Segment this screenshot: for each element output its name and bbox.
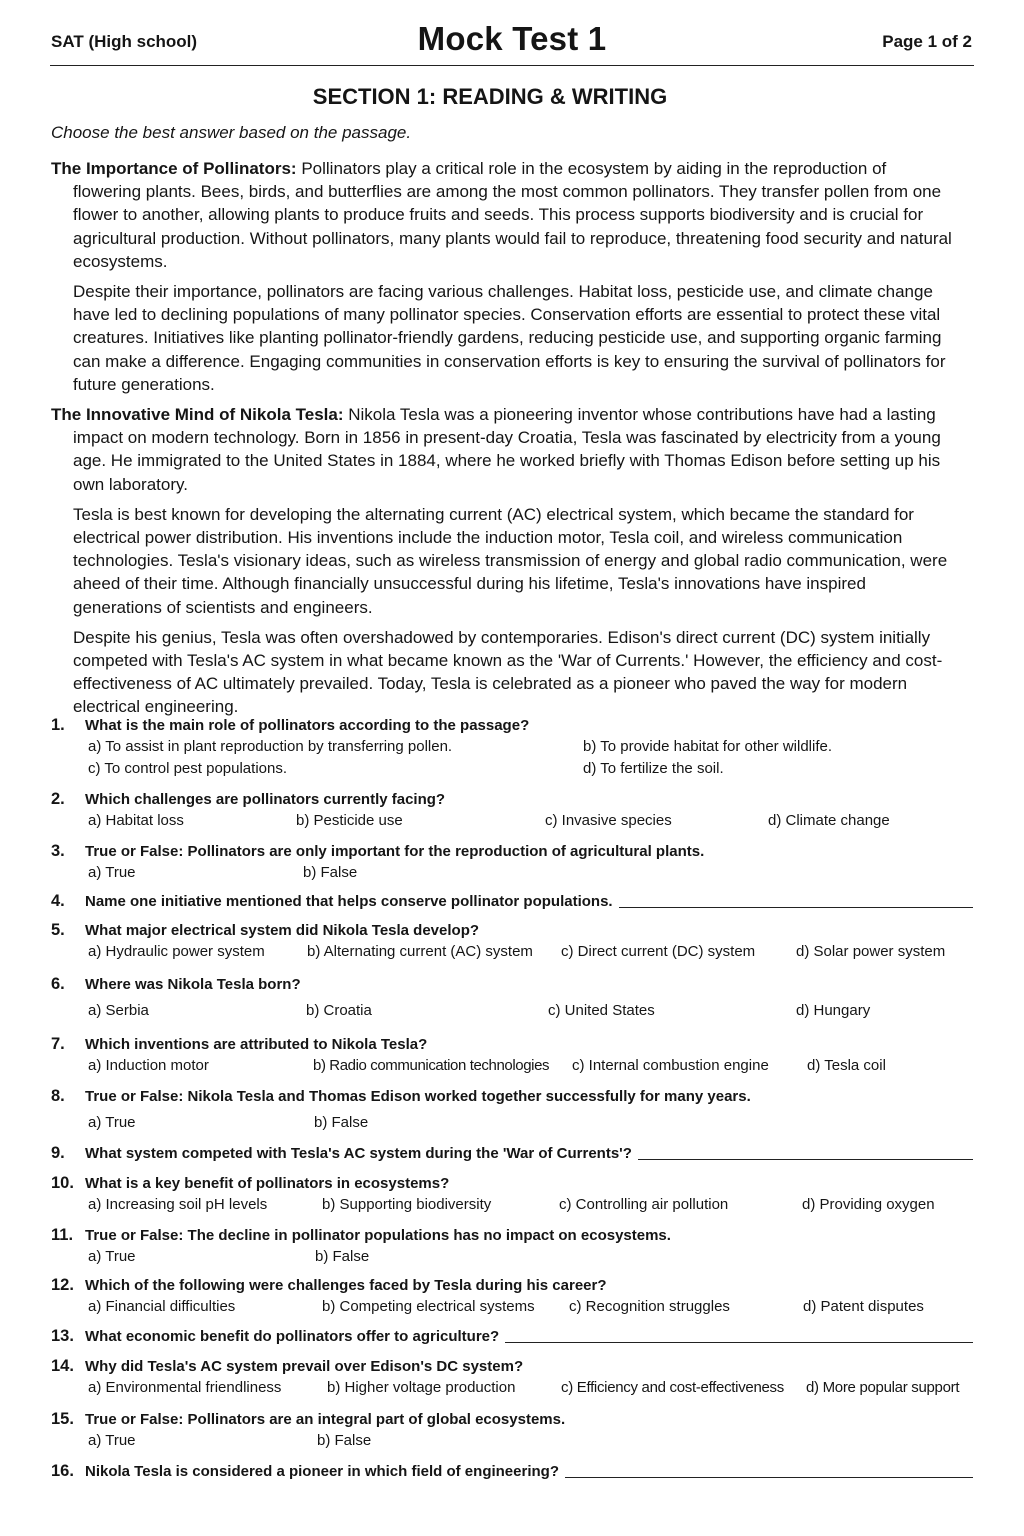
passage-paragraph: Despite their importance, pollinators are facing various challenges. Habitat loss, pesticide use, and climate change have led to declining populations of many pollinator species. Conservation efforts are essential to protect these vital creatures. Initiatives like planting pollinator-friendly gardens, reducing pesticide use, and supporting organic farming can make a difference. Engaging communities in conservation efforts is key to ensuring the survival of pollinators for future generations. (73, 282, 946, 394)
option-b[interactable]: b) Alternating current (AC) system (307, 943, 533, 960)
option-c[interactable]: c) Direct current (DC) system (561, 943, 756, 960)
answer-blank[interactable] (619, 907, 973, 908)
option-d[interactable]: d) Patent disputes (803, 1298, 924, 1315)
option-b[interactable]: b) Pesticide use (296, 812, 403, 829)
question-number: 7. (51, 1035, 65, 1053)
question-5 (51, 921, 973, 965)
option-b[interactable]: b) Competing electrical systems (322, 1298, 535, 1315)
option-d[interactable]: d) To fertilize the soil. (583, 760, 724, 777)
option-a[interactable]: a) True (88, 864, 136, 881)
question-number: 9. (51, 1144, 65, 1162)
question-number: 15. (51, 1410, 74, 1428)
question-text: True or False: Pollinators are an integral part of global ecosystems. (85, 1411, 566, 1428)
question-14 (51, 1357, 973, 1401)
option-d[interactable]: d) Solar power system (796, 943, 946, 960)
option-b[interactable]: b) False (303, 864, 358, 881)
option-b[interactable]: b) Higher voltage production (327, 1379, 516, 1396)
question-9 (51, 1144, 973, 1163)
option-c[interactable]: c) Controlling air pollution (559, 1196, 729, 1213)
question-8 (51, 1087, 973, 1136)
option-c[interactable]: c) Invasive species (545, 812, 672, 829)
passage-paragraph: The Importance of Pollinators: Pollinators play a critical role in the ecosystem by aiding in the reproduction of flowering plants. Bees, birds, and butterflies are among the most common pollinators. They transfer pollen from one flower to another, allowing plants to produce fruits and seeds. This process supports biodiversity and is crucial for agricultural production. Without pollinators, many plants would fail to reproduce, threatening food security and natural ecosystems. (51, 159, 952, 271)
option-b[interactable]: b) Croatia (306, 1002, 372, 1019)
option-a[interactable]: a) True (88, 1248, 136, 1265)
question-text: What major electrical system did Nikola Tesla develop? (85, 922, 480, 939)
question-6 (51, 975, 973, 1024)
passage-paragraph: Tesla is best known for developing the alternating current (AC) electrical system, which became the standard for electrical power distribution. His inventions include the induction motor, Tesla coil, and wireless communication technologies. Tesla's visionary ideas, such as wireless transmission of energy and global radio communication, were aheed of their time. Although financially unsuccessful during his lifetime, Tesla's innovations have inspired generations of scientists and engineers. (73, 504, 948, 617)
question-16 (51, 1462, 973, 1481)
question-4 (51, 892, 973, 911)
question-number: 12. (51, 1276, 74, 1294)
option-c[interactable]: c) Internal combustion engine (572, 1057, 769, 1074)
passage-title: The Importance of Pollinators: (51, 159, 297, 178)
option-d[interactable]: d) Hungary (796, 1002, 871, 1019)
question-text: Why did Tesla's AC system prevail over Edison's DC system? (85, 1358, 524, 1375)
header-left: SAT (High school) (51, 32, 198, 51)
passage-paragraph: The Innovative Mind of Nikola Tesla: Nikola Tesla was a pioneering inventor whose contributions have had a lasting impact on modern technology. Born in 1856 in present-day Croatia, Tesla was fascinated by electricity from a young age. He immigrated to the United States in 1884, where he worked briefly with Thomas Edison before setting up his own laboratory. (51, 405, 941, 494)
option-a[interactable]: a) Hydraulic power system (88, 943, 265, 960)
question-text: What economic benefit do pollinators offer to agriculture? (85, 1328, 500, 1345)
option-b[interactable]: b) Radio communication technologies (313, 1057, 550, 1074)
option-a[interactable]: a) True (88, 1114, 136, 1131)
question-number: 3. (51, 842, 65, 860)
question-text: Which of the following were challenges faced by Tesla during his career? (85, 1277, 607, 1294)
answer-blank[interactable] (505, 1342, 973, 1343)
option-a[interactable]: a) Serbia (88, 1002, 149, 1019)
question-number: 16. (51, 1462, 74, 1480)
option-c[interactable]: c) United States (548, 1002, 655, 1019)
question-text: Nikola Tesla is considered a pioneer in which field of engineering? (85, 1463, 559, 1480)
question-2 (51, 790, 973, 834)
option-c[interactable]: c) Efficiency and cost-effectiveness (561, 1379, 784, 1396)
passage-paragraph: Despite his genius, Tesla was often overshadowed by contemporaries. Edison's direct current (DC) system initially competed with Tesla's AC system in what became known as the 'War of Currents.' However, the efficiency and cost-effectiveness of AC ultimately prevailed. Today, Tesla is celebrated as a pioneer who paved the way for modern electrical engineering. (73, 627, 943, 717)
question-text: Which inventions are attributed to Nikola Tesla? (85, 1036, 428, 1053)
question-number: 5. (51, 921, 65, 939)
question-number: 10. (51, 1174, 74, 1192)
option-b[interactable]: b) Supporting biodiversity (322, 1196, 492, 1213)
option-b[interactable]: b) False (315, 1248, 370, 1265)
question-number: 8. (51, 1087, 65, 1105)
option-d[interactable]: d) Tesla coil (807, 1057, 886, 1074)
question-text: True or False: Pollinators are only important for the reproduction of agricultural plants. (85, 843, 705, 860)
question-7 (51, 1035, 973, 1079)
question-15 (51, 1410, 973, 1454)
question-number: 4. (51, 892, 65, 910)
option-a[interactable]: a) To assist in plant reproduction by transferring pollen. (88, 738, 453, 755)
option-a[interactable]: a) Environmental friendliness (88, 1379, 282, 1396)
option-d[interactable]: d) Providing oxygen (802, 1196, 935, 1213)
option-a[interactable]: a) True (88, 1432, 136, 1449)
answer-blank[interactable] (638, 1159, 973, 1160)
question-number: 11. (51, 1226, 74, 1244)
passages (51, 157, 956, 726)
option-c[interactable]: c) Recognition struggles (569, 1298, 730, 1315)
question-1 (51, 716, 973, 782)
page-number: Page 1 of 2 (882, 32, 972, 51)
question-12 (51, 1276, 973, 1320)
question-text: Name one initiative mentioned that helps conserve pollinator populations. (85, 893, 613, 910)
question-text: What is a key benefit of pollinators in ecosystems? (85, 1175, 450, 1192)
instructions: Choose the best answer based on the passage. (51, 123, 412, 142)
question-text: True or False: Nikola Tesla and Thomas Edison worked together successfully for many years. (85, 1088, 751, 1105)
answer-blank[interactable] (565, 1477, 973, 1478)
question-13 (51, 1327, 973, 1346)
option-b[interactable]: b) False (314, 1114, 369, 1131)
option-b[interactable]: b) To provide habitat for other wildlife. (583, 738, 833, 755)
question-number: 6. (51, 975, 65, 993)
question-text: What system competed with Tesla's AC system during the 'War of Currents'? (85, 1145, 632, 1162)
question-number: 2. (51, 790, 65, 808)
question-3 (51, 842, 973, 886)
question-text: True or False: The decline in pollinator populations has no impact on ecosystems. (85, 1227, 671, 1244)
option-a[interactable]: a) Increasing soil pH levels (88, 1196, 268, 1213)
question-text: Where was Nikola Tesla born? (85, 976, 301, 993)
option-a[interactable]: a) Habitat loss (88, 812, 184, 829)
question-number: 13. (51, 1327, 74, 1345)
option-a[interactable]: a) Financial difficulties (88, 1298, 236, 1315)
page-title: Mock Test 1 (417, 20, 607, 57)
option-d[interactable]: d) More popular support (806, 1379, 960, 1396)
question-number: 1. (51, 716, 65, 734)
option-c[interactable]: c) To control pest populations. (88, 760, 288, 777)
question-11 (51, 1226, 973, 1270)
question-text: What is the main role of pollinators according to the passage? (85, 717, 530, 734)
passage-title: The Innovative Mind of Nikola Tesla: (51, 405, 344, 425)
option-a[interactable]: a) Induction motor (88, 1057, 209, 1074)
question-text: Which challenges are pollinators currently facing? (85, 791, 446, 808)
option-d[interactable]: d) Climate change (768, 812, 890, 829)
question-number: 14. (51, 1357, 74, 1375)
header-divider (50, 65, 974, 66)
option-b[interactable]: b) False (317, 1432, 372, 1449)
section-title: SECTION 1: READING & WRITING (312, 84, 668, 109)
question-10 (51, 1174, 973, 1218)
